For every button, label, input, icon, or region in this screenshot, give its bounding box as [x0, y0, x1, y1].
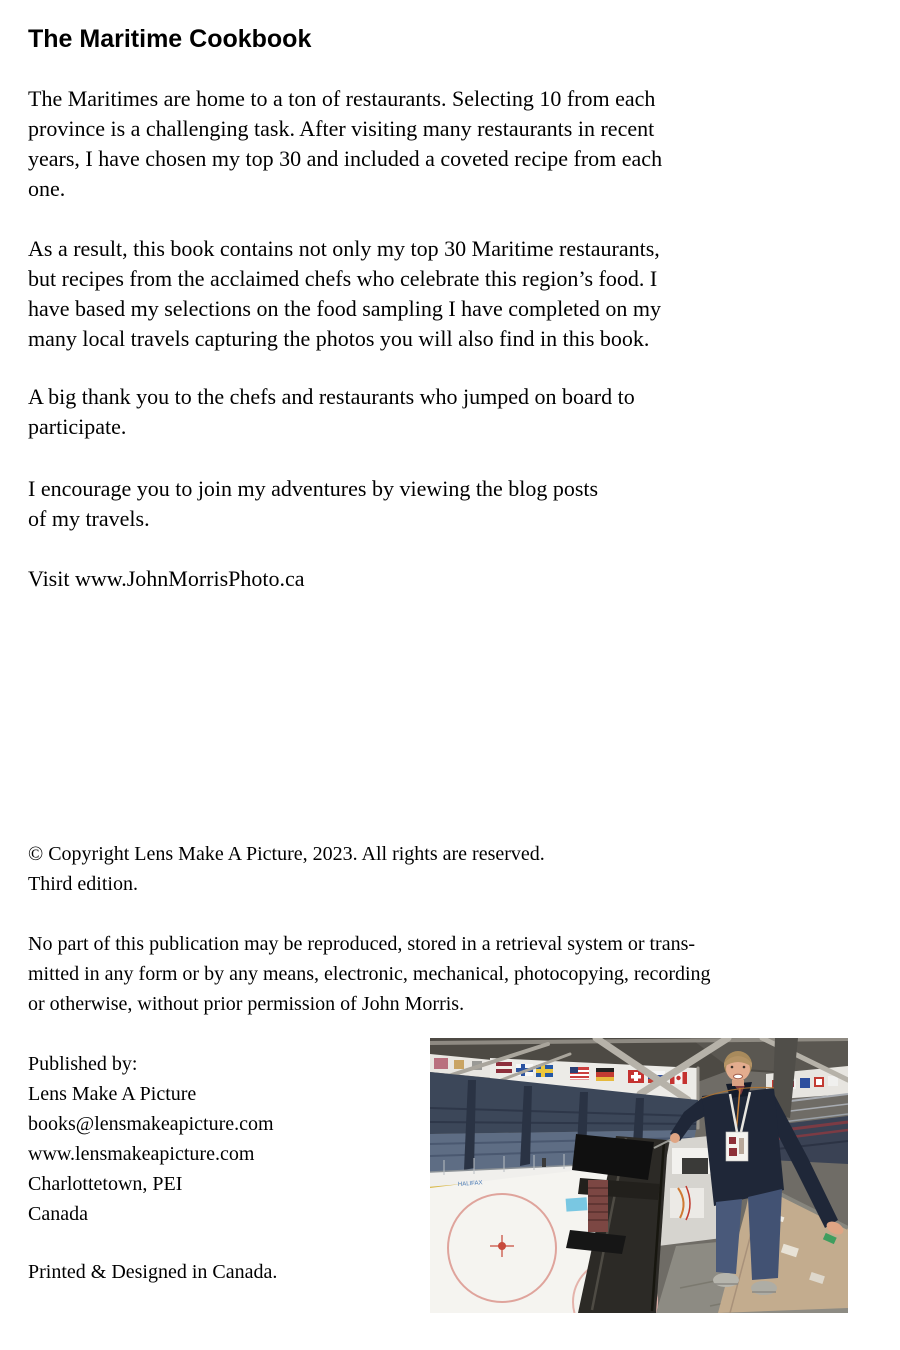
text-line: of my travels. — [28, 506, 150, 531]
credential-badge — [726, 1132, 748, 1161]
text-line: A big thank you to the chefs and restaurants who jumped on board to — [28, 384, 635, 409]
text-line: one. — [28, 176, 66, 201]
arena-scene — [430, 1038, 848, 1313]
page-title: The Maritime Cookbook — [28, 25, 312, 53]
permission-paragraph — [28, 929, 711, 1019]
intro-paragraph-3 — [28, 382, 635, 442]
text-line: have based my selections on the food sampling I have completed on my — [28, 296, 661, 321]
publisher-name: Lens Make A Picture — [28, 1083, 197, 1105]
author-left-hand — [670, 1133, 680, 1143]
printed-line — [28, 1257, 277, 1287]
text-line: many local travels capturing the photos you will also find in this book. — [28, 326, 650, 351]
rink-board-text: HALIFAX — [457, 1180, 483, 1188]
intro-paragraph-4 — [28, 474, 598, 534]
intro-paragraph-1 — [28, 84, 662, 204]
text-line: province is a challenging task. After visiting many restaurants in recent — [28, 116, 655, 141]
person-on-ice — [542, 1158, 546, 1167]
text-line: As a result, this book contains not only my top 30 Maritime restaurants, — [28, 236, 660, 261]
text-line: participate. — [28, 414, 127, 439]
copyright-block — [28, 839, 545, 899]
visit-line — [28, 564, 305, 594]
text-line: No part of this publication may be reproduced, stored in a retrieval system or trans- — [28, 933, 696, 955]
publisher-block — [28, 1049, 274, 1229]
publisher-email: books@lensmakeapicture.com — [28, 1113, 274, 1135]
author-sneaker — [751, 1281, 777, 1295]
text-line: mitted in any form or by any means, electronic, mechanical, photocopying, recording — [28, 963, 711, 985]
text-line: Printed & Designed in Canada. — [28, 1261, 278, 1283]
publisher-country: Canada — [28, 1203, 88, 1225]
edition-line: Third edition. — [28, 873, 138, 895]
text-line: or otherwise, without prior permission of John Morris. — [28, 993, 465, 1015]
text-line: years, I have chosen my top 30 and included a coveted recipe from each — [28, 146, 663, 171]
publisher-website: www.lensmakeapicture.com — [28, 1143, 255, 1165]
intro-paragraph-2 — [28, 234, 661, 354]
publisher-label: Published by: — [28, 1053, 138, 1075]
text-line: but recipes from the acclaimed chefs who celebrate this region’s food. I — [28, 266, 658, 291]
copyright-line: © Copyright Lens Make A Picture, 2023. All rights are reserved. — [28, 843, 545, 865]
text-line: I encourage you to join my adventures by viewing the blog posts — [28, 476, 599, 501]
website-url-text: Visit www.JohnMorrisPhoto.ca — [28, 566, 305, 591]
author-sneaker — [713, 1273, 739, 1287]
publisher-city: Charlottetown, PEI — [28, 1173, 183, 1195]
text-line: The Maritimes are home to a ton of restaurants. Selecting 10 from each — [28, 86, 656, 111]
author-arena-photo — [430, 1038, 848, 1313]
